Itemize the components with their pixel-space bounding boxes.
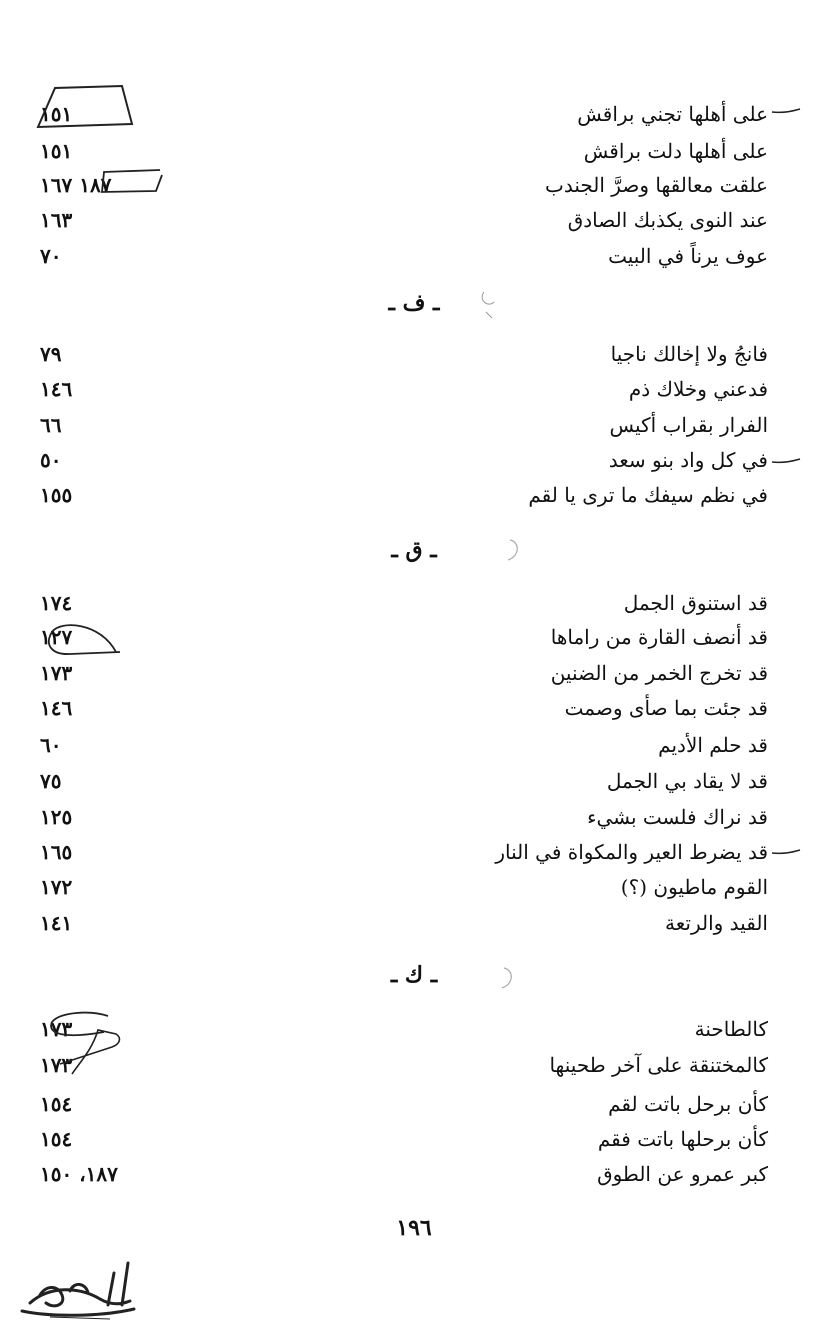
page-reference: ١٨٧، ١٥٠	[40, 1162, 118, 1186]
index-entry	[40, 1122, 768, 1156]
page-reference: ١٥١	[40, 139, 73, 163]
index-entry	[40, 1087, 768, 1121]
proverb-text: علقت معالقها وصرَّ الجندب	[545, 173, 768, 197]
index-entry	[40, 835, 768, 869]
proverb-text: قد استنوق الجمل	[623, 591, 768, 615]
proverb-text: كبر عمرو عن الطوق	[597, 1162, 768, 1186]
index-entry	[40, 239, 768, 273]
page-reference: ٦٠	[40, 733, 62, 757]
index-entry	[40, 372, 768, 406]
margin-tick	[772, 109, 800, 112]
section-heading: ـ ف ـ	[388, 290, 440, 316]
page-reference: ١٧٣	[40, 1053, 73, 1077]
index-entry	[40, 620, 768, 654]
index-entry	[40, 906, 768, 940]
index-entry	[40, 203, 768, 237]
proverb-text: قد نراك فلست بشيء	[587, 805, 768, 829]
index-entry	[40, 691, 768, 725]
proverb-text: فانجُ ولا إخالك ناجيا	[610, 342, 768, 366]
proverb-text: الفرار بقراب أكيس	[609, 413, 768, 437]
proverb-text: كأن برحل باتت لقم	[608, 1092, 768, 1116]
margin-tick	[772, 850, 800, 853]
proverb-text: عوف يرناً في البيت	[608, 244, 768, 268]
page-reference: ١٢٥	[40, 805, 73, 829]
proverb-text: كالطاحنة	[694, 1017, 768, 1041]
index-entry	[40, 656, 768, 690]
proverb-text: قد حلم الأديم	[658, 733, 768, 757]
index-entry	[40, 134, 768, 168]
page-reference: ٧٩	[40, 342, 62, 366]
proverb-text: قد لا يقاد بي الجمل	[606, 769, 768, 793]
proverb-text: كالمختنقة على آخر طحينها	[549, 1053, 768, 1077]
page-reference: ١٨٧ ١٦٧	[40, 173, 112, 197]
page-reference: ١٦٣	[40, 208, 73, 232]
page-reference: ١٥٥	[40, 483, 73, 507]
proverb-text: كأن برحلها باتت فقم	[597, 1127, 768, 1151]
proverb-text: في كل واد بنو سعد	[608, 448, 768, 472]
index-entry	[40, 1012, 768, 1046]
page-reference: ١٧٢	[40, 875, 73, 899]
index-entry	[40, 586, 768, 620]
page-reference: ١٢٧	[40, 625, 73, 649]
index-entry	[40, 408, 768, 442]
page-reference: ١٧٣	[40, 1017, 73, 1041]
index-entry	[40, 728, 768, 762]
index-entry	[40, 1048, 768, 1082]
page-reference: ١٥٤	[40, 1092, 73, 1116]
proverb-text: القوم ماطيون (؟)	[620, 875, 768, 899]
proverb-text: في نظم سيفك ما ترى يا لقم	[528, 483, 768, 507]
page-reference: ١٥١	[40, 102, 73, 126]
index-entry	[40, 168, 768, 202]
page-reference: ٧٠	[40, 244, 62, 268]
page-reference: ١٧٤	[40, 591, 73, 615]
section-heading: ـ ق ـ	[391, 537, 437, 563]
proverb-text: قد أنصف القارة من راماها	[550, 625, 768, 649]
page-reference: ١٤٦	[40, 377, 73, 401]
page-reference: ١٥٤	[40, 1127, 73, 1151]
index-entry	[40, 443, 768, 477]
proverb-text: قد جئت بما صأى وصمت	[564, 696, 768, 720]
page-reference: ١٤١	[40, 911, 73, 935]
index-entry	[40, 1157, 768, 1191]
page-number: ١٩٦	[396, 1215, 432, 1241]
library-logo	[10, 1255, 140, 1325]
index-entry	[40, 97, 768, 131]
index-entry	[40, 800, 768, 834]
page-reference: ٥٠	[40, 448, 62, 472]
proverb-text: على أهلها تجني براقش	[577, 102, 768, 126]
page-reference: ١٦٥	[40, 840, 73, 864]
page-reference: ١٤٦	[40, 696, 73, 720]
index-entry	[40, 764, 768, 798]
proverb-text: فدعني وخلاك ذم	[628, 377, 768, 401]
index-entry	[40, 478, 768, 512]
proverb-text: قد تخرج الخمر من الضنين	[550, 661, 768, 685]
index-entry	[40, 337, 768, 371]
proverb-text: عند النوى يكذبك الصادق	[567, 208, 768, 232]
section-heading: ـ ك ـ	[390, 962, 438, 988]
page-reference: ١٧٣	[40, 661, 73, 685]
proverb-text: على أهلها دلت براقش	[583, 139, 768, 163]
index-entry	[40, 870, 768, 904]
page-reference: ٧٥	[40, 769, 62, 793]
proverb-text: القيد والرتعة	[665, 911, 768, 935]
margin-tick	[772, 459, 800, 462]
page-reference: ٦٦	[40, 413, 62, 437]
proverb-text: قد يضرط العير والمكواة في النار	[495, 840, 768, 864]
